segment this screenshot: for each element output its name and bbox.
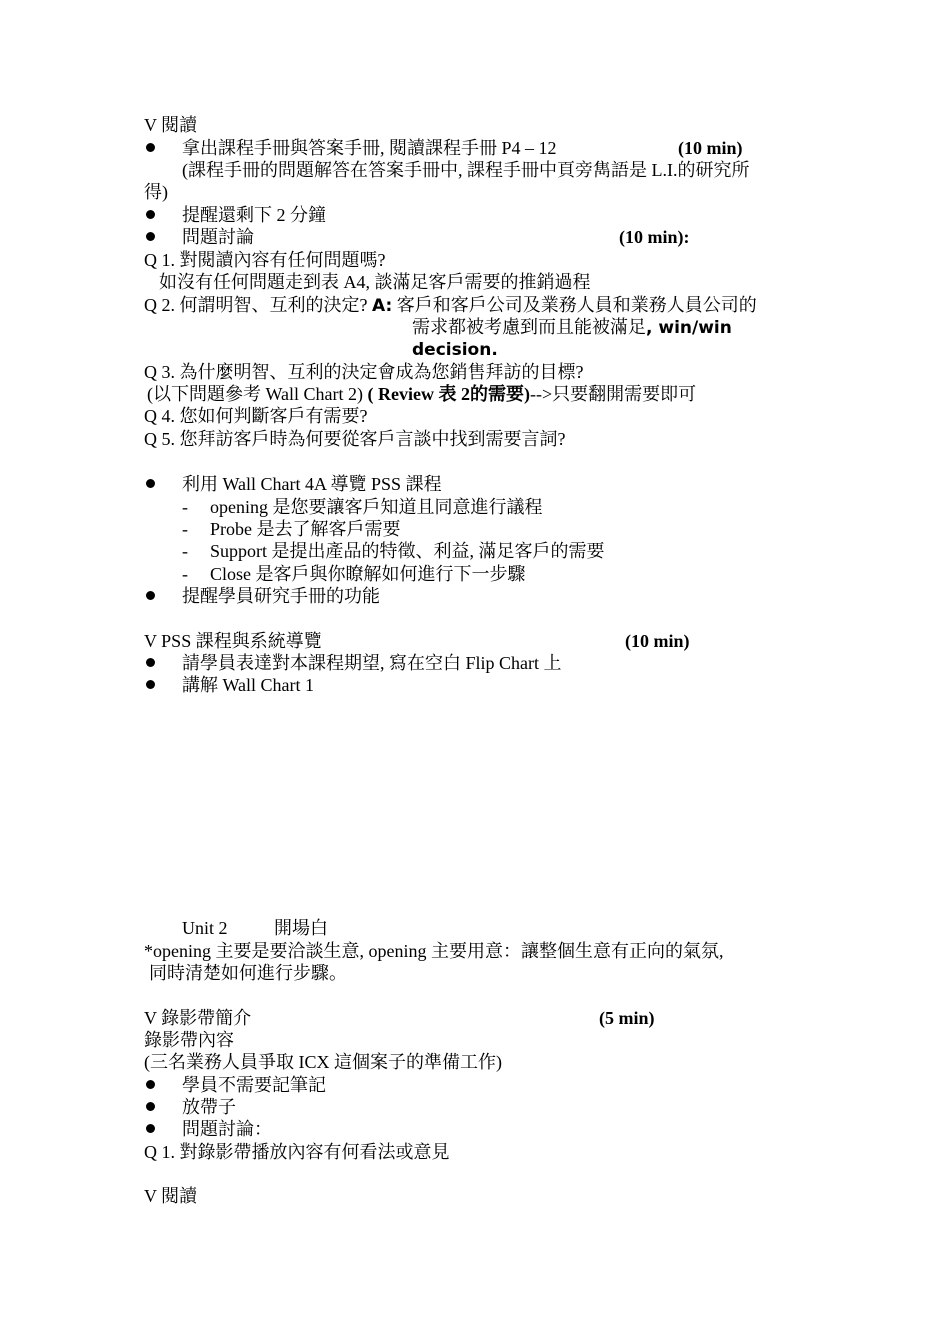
bullet-icon (146, 210, 155, 219)
answer-continuation (412, 316, 732, 338)
section-heading-video: V 錄影帶簡介 (144, 1008, 252, 1028)
question-line: Q 3. 為什麼明智、互利的決定會成為您銷售拜訪的目標? (144, 362, 584, 382)
bullet-text: 放帶子 (182, 1097, 236, 1117)
reference-note (147, 383, 696, 405)
bullet-text: 問題討論 (182, 227, 254, 247)
bullet-icon (146, 591, 155, 600)
bullet-text: 學員不需要記筆記 (182, 1075, 326, 1095)
bullet-icon (146, 1102, 155, 1111)
bullet-icon (146, 1124, 155, 1133)
question-line: Q 1. 對錄影帶播放內容有何看法或意見 (144, 1142, 450, 1162)
dash-item: Close 是客戶與你瞭解如何進行下一步驟 (210, 564, 526, 584)
bullet-text: 提醒學員研究手冊的功能 (182, 586, 380, 606)
unit-note: 同時清楚如何進行步驟。 (149, 963, 347, 983)
question-line: Q 5. 您拜訪客戶時為何要從客戶言談中找到需要言詞? (144, 429, 566, 449)
question-text: Q 2. 何謂明智、互利的決定? (144, 295, 368, 315)
bullet-text: 講解 Wall Chart 1 (182, 675, 315, 695)
bullet-icon (146, 479, 155, 488)
bullet-icon (146, 680, 155, 689)
reference-text: -->只要翻開需要即可 (530, 384, 697, 404)
unit-note: *opening 主要是要洽談生意, opening 主要用意：讓整個生意有正向的氣氛, (144, 941, 724, 961)
reference-bold: 的需要) (470, 384, 531, 404)
dash-item: Probe 是去了解客戶需要 (210, 519, 401, 539)
paragraph-line: (三名業務人員爭取 ICX 這個案子的準備工作) (144, 1052, 502, 1072)
bullet-text: 問題討論： (182, 1119, 272, 1139)
bullet-icon (146, 1080, 155, 1089)
dash-item: Support 是提出產品的特徵、利益, 滿足客戶的需要 (210, 541, 605, 561)
paragraph-line: 錄影帶內容 (144, 1030, 234, 1050)
answer-label: A: (372, 296, 393, 316)
reference-text: (以下問題參考 Wall Chart 2) (147, 384, 364, 404)
answer-emphasis: decision. (412, 340, 498, 360)
bullet-continuation: 得) (144, 182, 168, 202)
time-label: (10 min) (625, 631, 690, 651)
time-label: (10 min): (619, 227, 690, 247)
bullet-icon (146, 658, 155, 667)
answer-text: 客戶和客戶公司及業務人員和業務人員公司的 (396, 295, 757, 315)
dash-marker: - (182, 564, 188, 584)
unit-label: Unit 2 (182, 918, 228, 938)
time-label: (10 min) (678, 138, 743, 158)
dash-marker: - (182, 541, 188, 561)
question-note: 如沒有任何問題走到表 A4, 談滿足客戶需要的推銷過程 (159, 272, 591, 292)
question-line: Q 1. 對閱讀內容有任何問題嗎? (144, 250, 386, 270)
bullet-text: 提醒還剩下 2 分鐘 (182, 205, 326, 225)
question-line: Q 4. 您如何判斷客戶有需要? (144, 406, 368, 426)
section-heading-reading: V 閱讀 (144, 1186, 198, 1206)
section-heading-reading: V 閱讀 (144, 115, 198, 135)
bullet-text: 請學員表達對本課程期望, 寫在空白 Flip Chart 上 (182, 653, 562, 673)
bullet-icon (146, 143, 155, 152)
reference-bold: ( Review 表 2 (367, 384, 471, 404)
bullet-continuation: (課程手冊的問題解答在答案手冊中, 課程手冊中頁旁雋語是 L.I.的研究所 (182, 160, 750, 180)
time-label: (5 min) (599, 1008, 655, 1028)
question-line (144, 294, 757, 316)
dash-marker: - (182, 497, 188, 517)
bullet-icon (146, 232, 155, 241)
dash-marker: - (182, 519, 188, 539)
section-heading-pss: V PSS 課程與系統導覽 (144, 631, 322, 651)
answer-emphasis: , win/win (646, 318, 732, 338)
bullet-text: 利用 Wall Chart 4A 導覽 PSS 課程 (182, 474, 442, 494)
bullet-text: 拿出課程手冊與答案手冊, 閱讀課程手冊 P4 – 12 (182, 138, 557, 158)
dash-item: opening 是您要讓客戶知道且同意進行議程 (210, 497, 543, 517)
unit-title: 開場白 (274, 918, 328, 938)
answer-text: 需求都被考慮到而且能被滿足 (412, 317, 646, 337)
